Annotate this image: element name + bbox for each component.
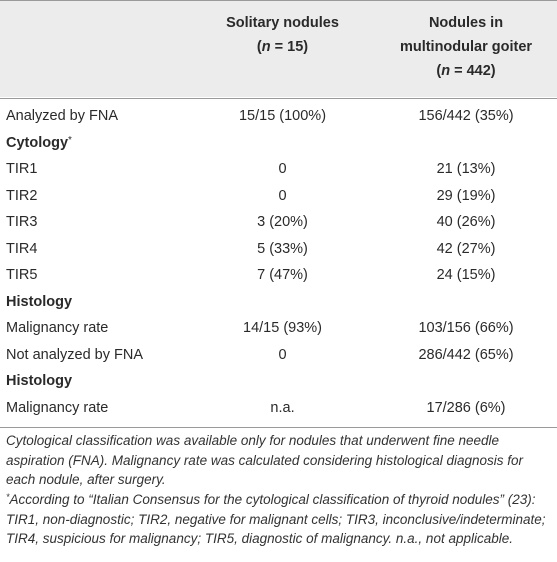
cell-solitary: 0 bbox=[278, 161, 287, 177]
table-row bbox=[0, 396, 557, 420]
row-label: Histology bbox=[6, 293, 73, 310]
row-label: TIR3 bbox=[6, 214, 38, 230]
header-rule bbox=[0, 98, 557, 99]
table-row bbox=[0, 263, 557, 287]
cell-multinodular: 156/442 (35%) bbox=[418, 108, 514, 124]
row-label: Histology bbox=[6, 373, 73, 389]
bottom-rule bbox=[0, 427, 557, 428]
row-label: TIR4 bbox=[6, 240, 38, 257]
cell-multinodular: 286/442 (65%) bbox=[418, 346, 514, 363]
header-multinodular-title-1: Nodules in bbox=[428, 15, 504, 31]
cell-multinodular: 103/156 (66%) bbox=[418, 320, 514, 336]
row-label: Analyzed by FNA bbox=[6, 108, 119, 124]
row-label: Not analyzed by FNA bbox=[6, 346, 144, 363]
header-solitary bbox=[190, 11, 375, 59]
table-row bbox=[0, 343, 557, 367]
footnote-2: *According to “Italian Consensus for the cytological classification of thyroid nodules” (23): TIR1, non-diagnostic; TIR2, negative for malignant cells; TIR3, inconclusive/indeterminate; TIR4, suspicious for malignancy; TIR5, diagnostic of malignancy. n.a., not applicable. bbox=[6, 492, 546, 546]
cell-solitary: 5 (33%) bbox=[257, 240, 308, 257]
footnote-1: Cytological classification was available only for nodules that underwent fine needle aspiration (FNA). Malignancy rate was calculated considering histological diagnosis for each nodule, after surgery. bbox=[6, 433, 524, 487]
cell-solitary: 15/15 (100%) bbox=[238, 108, 327, 124]
cell-solitary: n.a. bbox=[270, 399, 295, 416]
table-row bbox=[0, 210, 557, 234]
header-solitary-title: Solitary nodules bbox=[226, 15, 339, 31]
cell-multinodular: 29 (19%) bbox=[436, 187, 496, 204]
cell-multinodular: 40 (26%) bbox=[436, 214, 496, 230]
table-row bbox=[0, 104, 557, 128]
table-row bbox=[0, 316, 557, 340]
header-solitary-n: (n = 15) bbox=[256, 39, 309, 55]
row-label: TIR5 bbox=[6, 267, 38, 283]
section-row bbox=[0, 290, 557, 314]
row-label: TIR1 bbox=[6, 161, 38, 177]
section-row bbox=[0, 131, 557, 155]
cell-solitary: 0 bbox=[278, 187, 287, 204]
cell-solitary: 3 (20%) bbox=[257, 214, 308, 230]
cell-multinodular: 17/286 (6%) bbox=[426, 399, 506, 416]
table-row bbox=[0, 237, 557, 261]
cell-multinodular: 21 (13%) bbox=[436, 161, 496, 177]
table-row bbox=[0, 184, 557, 208]
row-label: Malignancy rate bbox=[6, 320, 109, 336]
header-multinodular-n: (n = 442) bbox=[436, 63, 496, 79]
row-label: TIR2 bbox=[6, 187, 38, 204]
cell-multinodular: 42 (27%) bbox=[436, 240, 496, 257]
row-label: Cytology* bbox=[6, 134, 72, 151]
cell-solitary: 0 bbox=[278, 346, 287, 363]
row-label: Malignancy rate bbox=[6, 399, 109, 416]
cell-solitary: 14/15 (93%) bbox=[243, 320, 322, 336]
table-row bbox=[0, 157, 557, 181]
header-multinodular bbox=[375, 11, 557, 83]
top-rule bbox=[0, 0, 557, 1]
section-row bbox=[0, 369, 557, 393]
cell-multinodular: 24 (15%) bbox=[436, 267, 496, 283]
header-multinodular-title-2: multinodular goiter bbox=[399, 39, 533, 55]
cell-solitary: 7 (47%) bbox=[257, 267, 308, 283]
